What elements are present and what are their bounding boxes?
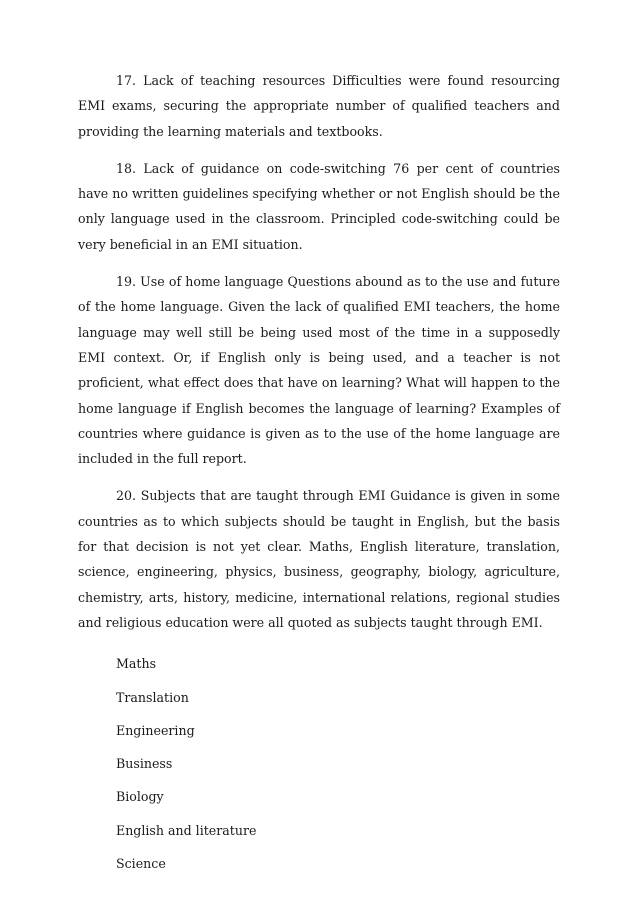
paragraph-18: 18. Lack of guidance on code-switching 76 per cent of countries have no written guidelines specifying whether or not English should be the only language used in the classroom. Principled code-switching could be very beneficial in an EMI situation. xyxy=(78,160,560,252)
subject-list xyxy=(78,647,560,880)
subject-item-maths: Maths xyxy=(116,656,157,672)
paragraph-17: 17. Lack of teaching resources Difficulties were found resourcing EMI exams, securing the appropriate number of qualified teachers and providing the learning materials and textbooks. xyxy=(78,73,560,139)
subject-item-english-and-literature: English and literature xyxy=(116,822,257,838)
subject-item-translation: Translation xyxy=(116,689,189,705)
subject-item-business: Business xyxy=(116,756,173,772)
subject-item-biology: Biology xyxy=(116,789,164,805)
subject-item-science: Science xyxy=(116,856,166,872)
subject-item-engineering: Engineering xyxy=(116,722,195,738)
paragraph-20: 20. Subjects that are taught through EMI Guidance is given in some countries as to which subjects should be taught in English, but the basis for that decision is not yet clear. Maths, English literature, translation, science, engineering, physics, business, geography, biology, agriculture, chemistry, arts, history, medicine, international relations, regional studies and religious education were all quoted as subjects taught through EMI. xyxy=(78,488,560,630)
paragraph-19: 19. Use of home language Questions abound as to the use and future of the home language. Given the lack of qualified EMI teachers, the home language may well still be being used most of the time in a supposedly EMI context. Or, if English only is being used, and a teacher is not proficient, what effect does that have on learning? What will happen to the home language if English becomes the language of learning? Examples of countries where guidance is given as to the use of the home language are included in the full report. xyxy=(78,274,560,467)
document-page xyxy=(78,68,560,880)
